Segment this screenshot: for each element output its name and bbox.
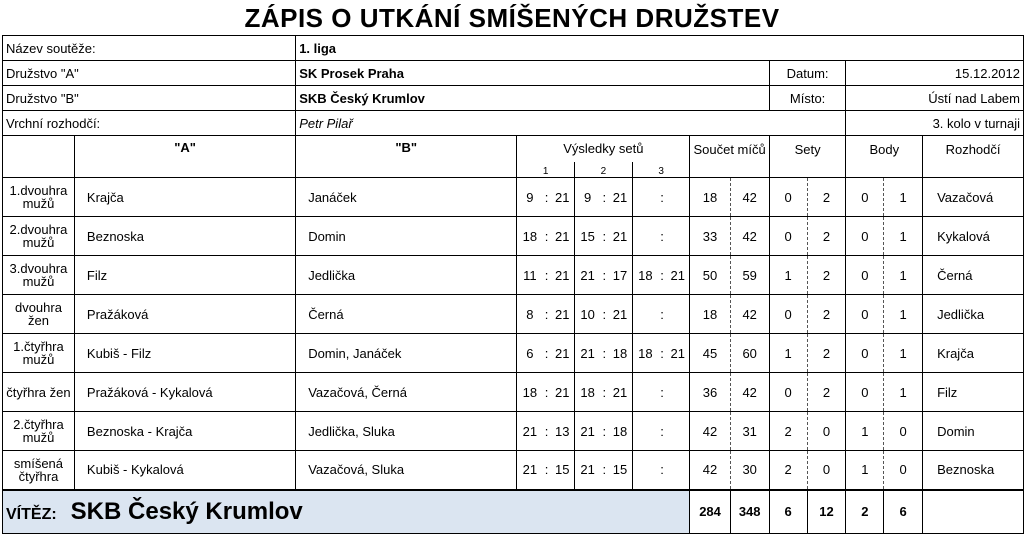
team-b-players-cell: Janáček [296,178,517,217]
set-2-score-a: 18 [574,373,600,412]
header-referee: Rozhodčí [923,136,1024,178]
winner-cell [3,490,690,534]
sets-a: 0 [769,373,807,412]
points-sum-b: 42 [730,373,769,412]
points-sum-b: 60 [730,334,769,373]
set-2-score-b: 21 [608,295,632,334]
discipline-cell: smíšená čtyřhra [3,451,75,490]
total-sets-b: 12 [807,490,846,534]
set-1-colon: : [543,178,551,217]
team-b-label: Družstvo "B" [3,86,296,111]
set-2-score-a: 9 [574,178,600,217]
total-sets-a: 6 [769,490,807,534]
table-row [3,178,1024,217]
sets-a: 1 [769,256,807,295]
total-points-sum-a: 284 [690,490,730,534]
set-1-score-b: 21 [551,217,575,256]
set-3-score-a [632,451,658,490]
set-1-score-a: 8 [517,295,543,334]
team-b-value: SKB Český Krumlov [296,86,770,111]
sets-b: 2 [807,373,846,412]
set-2-colon: : [600,412,608,451]
team-b-players-cell: Černá [296,295,517,334]
points-b: 1 [884,178,923,217]
set-2-colon: : [600,334,608,373]
set-1-colon: : [543,373,551,412]
team-a-value: SK Prosek Praha [296,61,770,86]
points-sum-b: 42 [730,178,769,217]
set-1-colon: : [543,256,551,295]
table-row [3,373,1024,412]
competition-row [3,36,1024,61]
set-2-colon: : [600,178,608,217]
set-2-score-b: 21 [608,178,632,217]
team-a-players-cell: Filz [74,256,295,295]
table-row [3,295,1024,334]
match-referee-cell: Jedlička [923,295,1024,334]
team-a-players-cell: Pražáková [74,295,295,334]
set-1-score-b: 21 [551,295,575,334]
set-2-score-a: 10 [574,295,600,334]
points-sum-b: 59 [730,256,769,295]
match-referee-cell: Krajča [923,334,1024,373]
header-points: Body [846,136,923,178]
set-2-score-b: 17 [608,256,632,295]
set-2-colon: : [600,256,608,295]
points-a: 0 [846,256,884,295]
set-1-score-b: 21 [551,178,575,217]
set-2-score-a: 21 [574,451,600,490]
date-value: 15.12.2012 [846,61,1024,86]
points-sum-b: 42 [730,295,769,334]
set-1-score-b: 15 [551,451,575,490]
points-sum-b: 30 [730,451,769,490]
set-2-colon: : [600,295,608,334]
sets-b: 2 [807,295,846,334]
sets-b: 0 [807,412,846,451]
team-b-players-cell: Domin, Janáček [296,334,517,373]
header-sets: Sety [769,136,846,178]
table-row [3,451,1024,490]
set-2-colon: : [600,217,608,256]
referee-label: Vrchní rozhodčí: [3,111,296,136]
match-record-table [2,35,1024,534]
match-referee-cell: Kykalová [923,217,1024,256]
set-2-score-b: 15 [608,451,632,490]
sets-b: 2 [807,256,846,295]
set-3-score-b [666,178,690,217]
sets-a: 2 [769,451,807,490]
set-1-score-a: 21 [517,451,543,490]
set-3-colon: : [658,217,666,256]
match-referee-cell: Beznoska [923,451,1024,490]
set-3-score-b [666,412,690,451]
points-sum-a: 36 [690,373,730,412]
set-2-colon: : [600,451,608,490]
header-set-2: 2 [574,162,632,178]
set-1-score-b: 21 [551,334,575,373]
team-a-players-cell: Kubiš - Kykalová [74,451,295,490]
header-sets-result: Výsledky setů [517,136,690,162]
discipline-cell: dvouhra žen [3,295,75,334]
points-a: 0 [846,373,884,412]
round-value: 3. kolo v turnaji [846,111,1024,136]
set-3-score-a [632,295,658,334]
set-3-colon: : [658,256,666,295]
set-3-score-b: 21 [666,334,690,373]
team-a-players-cell: Pražáková - Kykalová [74,373,295,412]
points-sum-a: 50 [690,256,730,295]
place-value: Ústí nad Labem [846,86,1024,111]
set-3-score-b: 21 [666,256,690,295]
set-2-score-b: 18 [608,412,632,451]
points-b: 1 [884,334,923,373]
set-2-colon: : [600,373,608,412]
set-3-colon: : [658,334,666,373]
set-1-score-a: 18 [517,373,543,412]
set-3-score-a [632,217,658,256]
team-b-players-cell: Domin [296,217,517,256]
discipline-cell: 2.čtyřhra mužů [3,412,75,451]
discipline-cell: 2.dvouhra mužů [3,217,75,256]
set-1-score-a: 9 [517,178,543,217]
total-points-b: 6 [884,490,923,534]
set-1-colon: : [543,217,551,256]
set-3-score-b [666,217,690,256]
set-2-score-b: 21 [608,373,632,412]
table-row [3,217,1024,256]
team-b-players-cell: Jedlička [296,256,517,295]
set-1-score-b: 21 [551,373,575,412]
points-sum-a: 18 [690,295,730,334]
discipline-cell: 1.čtyřhra mužů [3,334,75,373]
header-team-b: "B" [296,136,517,178]
points-a: 0 [846,217,884,256]
set-1-score-b: 13 [551,412,575,451]
set-3-score-a [632,178,658,217]
team-a-label: Družstvo "A" [3,61,296,86]
points-b: 0 [884,451,923,490]
points-b: 1 [884,373,923,412]
sets-b: 2 [807,334,846,373]
set-2-score-a: 15 [574,217,600,256]
set-2-score-b: 21 [608,217,632,256]
points-sum-b: 42 [730,217,769,256]
table-row [3,334,1024,373]
set-1-score-a: 11 [517,256,543,295]
team-b-row [3,86,1024,111]
points-sum-a: 18 [690,178,730,217]
points-sum-a: 42 [690,451,730,490]
set-1-colon: : [543,412,551,451]
header-row [3,136,1024,162]
set-3-score-b [666,451,690,490]
points-b: 1 [884,217,923,256]
team-a-players-cell: Kubiš - Filz [74,334,295,373]
team-b-players-cell: Jedlička, Sluka [296,412,517,451]
set-3-score-a [632,373,658,412]
set-3-colon: : [658,451,666,490]
set-1-score-a: 18 [517,217,543,256]
competition-label: Název soutěže: [3,36,296,61]
sets-b: 2 [807,217,846,256]
total-points-sum-b: 348 [730,490,769,534]
sets-a: 0 [769,178,807,217]
set-3-score-b [666,295,690,334]
set-3-colon: : [658,412,666,451]
referee-value: Petr Pilař [296,111,846,136]
points-sum-a: 42 [690,412,730,451]
table-row [3,256,1024,295]
match-referee-cell: Černá [923,256,1024,295]
points-a: 0 [846,295,884,334]
set-1-colon: : [543,334,551,373]
team-a-players-cell: Beznoska - Krajča [74,412,295,451]
team-a-players-cell: Krajča [74,178,295,217]
points-a: 1 [846,451,884,490]
sets-b: 0 [807,451,846,490]
team-b-players-cell: Vazačová, Černá [296,373,517,412]
match-referee-cell: Filz [923,373,1024,412]
points-sum-b: 31 [730,412,769,451]
discipline-cell: 3.dvouhra mužů [3,256,75,295]
points-sum-a: 45 [690,334,730,373]
team-b-players-cell: Vazačová, Sluka [296,451,517,490]
team-a-row [3,61,1024,86]
table-row [3,412,1024,451]
points-a: 0 [846,178,884,217]
points-a: 0 [846,334,884,373]
set-1-colon: : [543,451,551,490]
set-2-score-b: 18 [608,334,632,373]
sets-a: 2 [769,412,807,451]
set-2-score-a: 21 [574,256,600,295]
sets-a: 0 [769,295,807,334]
referee-row [3,111,1024,136]
set-2-score-a: 21 [574,334,600,373]
set-3-colon: : [658,373,666,412]
set-1-score-a: 6 [517,334,543,373]
winner-name: SKB Český Krumlov [70,497,303,525]
winner-label: VÍTĚZ: [6,505,57,523]
header-set-3: 3 [632,162,690,178]
points-a: 1 [846,412,884,451]
winner-row [3,490,1024,534]
set-1-colon: : [543,295,551,334]
set-1-score-a: 21 [517,412,543,451]
set-1-score-b: 21 [551,256,575,295]
competition-value: 1. liga [296,36,1024,61]
match-referee-cell: Domin [923,412,1024,451]
document-title: ZÁPIS O UTKÁNÍ SMÍŠENÝCH DRUŽSTEV [244,3,780,33]
date-label: Datum: [769,61,846,86]
match-referee-cell: Vazačová [923,178,1024,217]
points-b: 1 [884,256,923,295]
points-b: 1 [884,295,923,334]
header-discipline [3,136,75,178]
discipline-cell: 1.dvouhra mužů [3,178,75,217]
sets-a: 0 [769,217,807,256]
set-3-colon: : [658,295,666,334]
total-points-a: 2 [846,490,884,534]
sets-a: 1 [769,334,807,373]
header-team-a: "A" [74,136,295,178]
points-b: 0 [884,412,923,451]
set-3-score-a: 18 [632,256,658,295]
discipline-cell: čtyřhra žen [3,373,75,412]
place-label: Místo: [769,86,846,111]
set-3-colon: : [658,178,666,217]
header-points-sum: Součet míčů [690,136,769,178]
set-2-score-a: 21 [574,412,600,451]
set-3-score-b [666,373,690,412]
sets-b: 2 [807,178,846,217]
total-referee-empty [923,490,1024,534]
set-3-score-a: 18 [632,334,658,373]
set-3-score-a [632,412,658,451]
points-sum-a: 33 [690,217,730,256]
team-a-players-cell: Beznoska [74,217,295,256]
header-set-1: 1 [517,162,575,178]
